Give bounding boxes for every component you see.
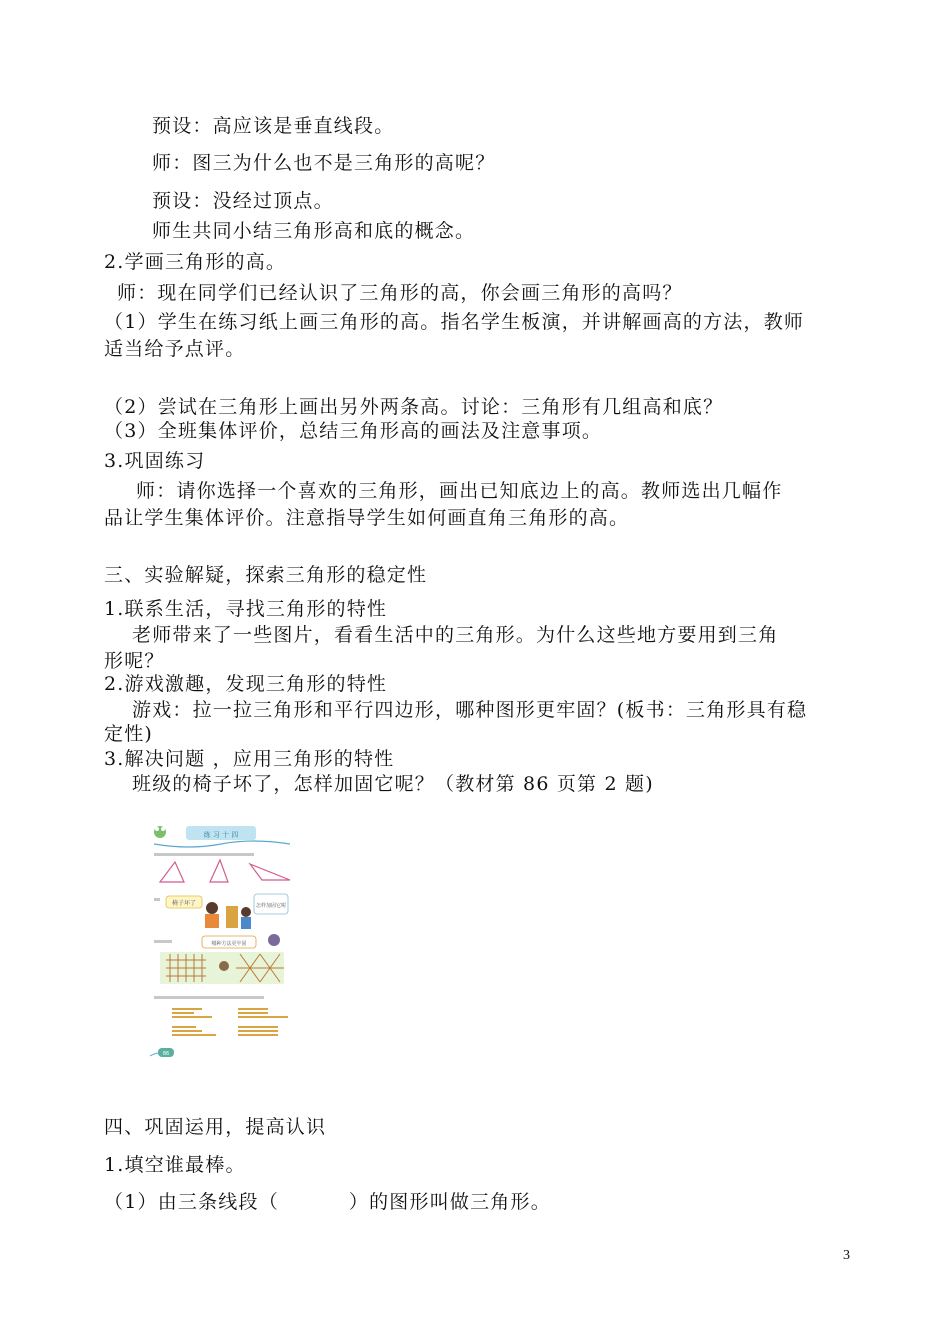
step-1-line-a: （1）学生在练习纸上画三角形的高。指名学生板演，并讲解画高的方法，教师 (104, 311, 805, 333)
item-3-title: 3.解决问题 ，应用三角形的特性 (104, 748, 395, 770)
preset-line-1: 预设：高应该是垂直线段。 (152, 115, 395, 137)
teacher-line-3b: 品让学生集体评价。注意指导学生如何画直角三角形的高。 (104, 507, 630, 529)
question-1-line (104, 1189, 551, 1215)
heading-2-draw-height: 2.学画三角形的高。 (104, 251, 287, 273)
figure-page-label: 86 (162, 1051, 170, 1057)
bubble-how-fix: 怎样加固它呢 (255, 903, 287, 909)
bubble-chair-broken: 椅子坏了 (171, 900, 197, 907)
step-1-line-b: 适当给予点评。 (104, 338, 246, 360)
textbook-exercise-figure (150, 820, 292, 1060)
item-3-line: 班级的椅子坏了，怎样加固它呢？（教材第 86 页第 2 题) (132, 773, 654, 795)
step-2-line: （2）尝试在三角形上画出另外两条高。讨论：三角形有几组高和底？ (104, 396, 724, 418)
page-number: 3 (843, 1248, 850, 1263)
teacher-line-3a: 师：请你选择一个喜欢的三角形，画出已知底边上的高。教师选出几幅作 (136, 480, 783, 502)
item-1-title: 1.联系生活，寻找三角形的特性 (104, 598, 388, 620)
section-4-title: 四、巩固运用，提高认识 (104, 1116, 327, 1138)
question-1-prefix: （1）由三条线段 (104, 1191, 259, 1213)
item-2-title: 2.游戏激趣，发现三角形的特性 (104, 673, 388, 695)
heading-3-practice: 3.巩固练习 (104, 450, 206, 472)
item-1-line-a: 老师带来了一些图片，看看生活中的三角形。为什么这些地方要用到三角 (132, 624, 779, 646)
section-3-title: 三、实验解疑，探索三角形的稳定性 (104, 564, 428, 586)
bubble-which-firm: 哪种方法更牢固 (211, 941, 247, 947)
teacher-line-2: 师：现在同学们已经认识了三角形的高，你会画三角形的高吗？ (117, 282, 683, 304)
question-1-open-paren: （ (258, 1191, 279, 1213)
banner-text: 练 习 十 四 (203, 831, 239, 839)
item-1-line-b: 形呢？ (104, 650, 165, 672)
item-2-line-b: 定性) (104, 723, 154, 745)
question-1-close-paren: ） (348, 1191, 370, 1213)
teacher-line-1: 师：图三为什么也不是三角形的高呢？ (152, 152, 496, 174)
question-1-suffix: 的图形叫做三角形。 (369, 1191, 551, 1213)
step-3-line: （3）全班集体评价，总结三角形高的画法及注意事项。 (104, 420, 603, 442)
summary-line: 师生共同小结三角形高和底的概念。 (152, 220, 476, 242)
item-2-line-a: 游戏：拉一拉三角形和平行四边形，哪种图形更牢固？(板书：三角形具有稳 (132, 699, 808, 721)
preset-line-2: 预设：没经过顶点。 (152, 190, 334, 212)
fill-blank-title: 1.填空谁最棒。 (104, 1154, 246, 1176)
frog-mascot-icon (154, 826, 166, 838)
